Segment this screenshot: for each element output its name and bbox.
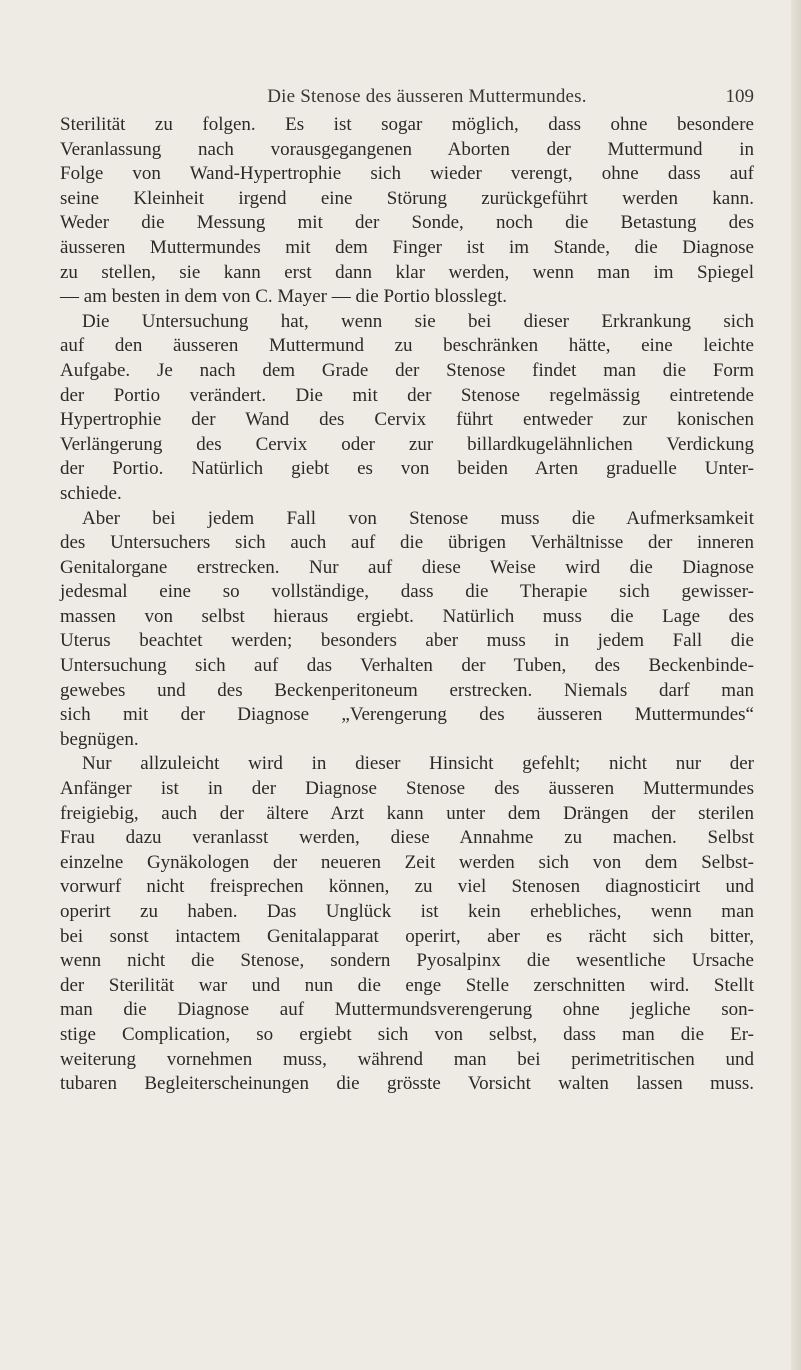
text-line: Frau dazu veranlasst werden, diese Annahme zu machen. Selbst — [60, 827, 754, 849]
text-line: der Portio. Natürlich giebt es von beiden Arten graduelle Unter- — [60, 458, 754, 480]
text-line: tubaren Begleiterscheinungen die grösste Vorsicht walten lassen muss. — [60, 1073, 754, 1095]
text-line: freigiebig, auch der ältere Arzt kann unter dem Drängen der sterilen — [60, 802, 754, 824]
text-line: begnügen. — [60, 728, 139, 750]
text-line: man die Diagnose auf Muttermundsverengerung ohne jegliche son- — [60, 999, 754, 1021]
text-line: jedesmal eine so vollständige, dass die Therapie sich gewisser- — [60, 581, 754, 603]
text-line: Aufgabe. Je nach dem Grade der Stenose findet man die Form — [60, 359, 754, 381]
text-line: Verlängerung des Cervix oder zur billardkugelähnlichen Verdickung — [60, 433, 754, 455]
text-line: einzelne Gynäkologen der neueren Zeit werden sich von dem Selbst- — [60, 851, 754, 873]
text-line: Sterilität zu folgen. Es ist sogar möglich, dass ohne besondere — [60, 114, 754, 135]
text-line: Nur allzuleicht wird in dieser Hinsicht gefehlt; nicht nur der — [82, 753, 754, 775]
text-line: schiede. — [60, 482, 122, 504]
text-line: äusseren Muttermundes mit dem Finger ist im Stande, die Diagnose — [60, 236, 754, 258]
text-line: Veranlassung nach vorausgegangenen Aborten der Muttermund in — [60, 138, 754, 160]
text-line: wenn nicht die Stenose, sondern Pyosalpinx die wesentliche Ursache — [60, 950, 754, 972]
text-line: zu stellen, sie kann erst dann klar werden, wenn man im Spiegel — [60, 261, 754, 283]
text-line: des Untersuchers sich auch auf die übrigen Verhältnisse der inneren — [60, 532, 754, 554]
text-line: weiterung vornehmen muss, während man bei perimetritischen und — [60, 1048, 754, 1070]
text-line: — am besten in dem von C. Mayer — die Portio blosslegt. — [60, 286, 507, 308]
text-line: vorwurf nicht freisprechen können, zu viel Stenosen diagnosticirt und — [60, 876, 754, 898]
running-head — [60, 86, 754, 110]
text-line: Anfänger ist in der Diagnose Stenose des äusseren Muttermundes — [60, 778, 754, 800]
text-line: der Portio verändert. Die mit der Stenose regelmässig eintretende — [60, 384, 754, 406]
running-title: Die Stenose des äusseren Muttermundes. — [267, 86, 587, 107]
page-number: 109 — [725, 86, 754, 107]
page-edge — [791, 0, 801, 1370]
text-line: operirt zu haben. Das Unglück ist kein erhebliches, wenn man — [60, 901, 754, 922]
text-line: Folge von Wand-Hypertrophie sich wieder verengt, ohne dass auf — [60, 163, 754, 185]
text-line: auf den äusseren Muttermund zu beschränken hätte, eine leichte — [60, 335, 754, 357]
text-line: Die Untersuchung hat, wenn sie bei dieser Erkrankung sich — [82, 310, 754, 332]
text-line: stige Complication, so ergiebt sich von selbst, dass man die Er- — [60, 1023, 754, 1045]
text-line: Hypertrophie der Wand des Cervix führt entweder zur konischen — [60, 409, 754, 431]
body-text — [60, 113, 754, 1097]
text-line: Aber bei jedem Fall von Stenose muss die Aufmerksamkeit — [82, 507, 754, 529]
text-line: massen von selbst hieraus ergiebt. Natürlich muss die Lage des — [60, 605, 754, 627]
text-line: seine Kleinheit irgend eine Störung zurückgeführt werden kann. — [60, 187, 754, 209]
text-line: Uterus beachtet werden; besonders aber muss in jedem Fall die — [60, 630, 754, 652]
text-line: Weder die Messung mit der Sonde, noch die Betastung des — [60, 212, 754, 234]
text-line: der Sterilität war und nun die enge Stelle zerschnitten wird. Stellt — [60, 974, 754, 996]
text-line: sich mit der Diagnose „Verengerung des äusseren Muttermundes“ — [60, 704, 754, 726]
text-line: Untersuchung sich auf das Verhalten der Tuben, des Beckenbinde- — [60, 655, 754, 677]
text-line: bei sonst intactem Genitalapparat operirt, aber es rächt sich bitter, — [60, 925, 754, 947]
text-line: gewebes und des Beckenperitoneum erstrecken. Niemals darf man — [60, 679, 754, 701]
text-line: Genitalorgane erstrecken. Nur auf diese Weise wird die Diagnose — [60, 556, 754, 578]
